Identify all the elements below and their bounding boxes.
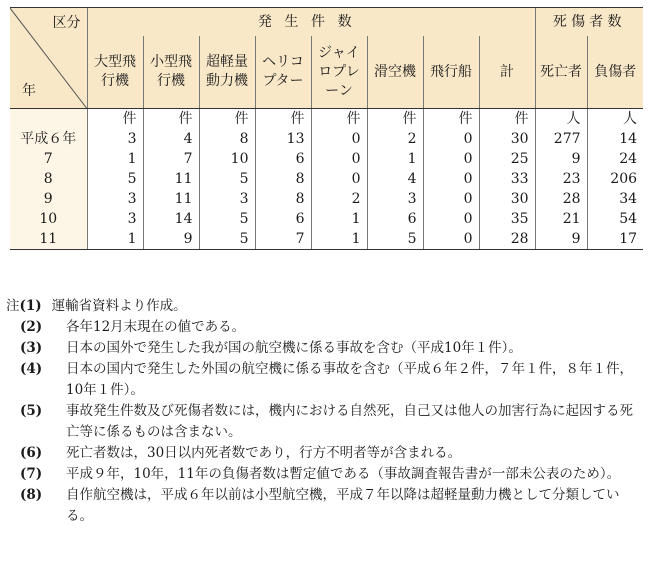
year-cell: 10 — [10, 209, 87, 229]
aviation-accident-table — [10, 7, 643, 250]
value-cell: 277 — [535, 129, 587, 149]
footnote-text: 自作航空機は，平成６年以前は小型航空機，平成７年以降は超軽量動力機として分類している。 — [66, 487, 620, 524]
value-cell: 11 — [143, 169, 199, 189]
footnote-marker — [6, 443, 56, 464]
value-cell: 9 — [535, 229, 587, 250]
year-cell: 7 — [10, 149, 87, 169]
group-header-casualties: 死傷者数 — [535, 8, 643, 37]
column-header: 飛行船 — [423, 36, 479, 109]
value-cell: 5 — [367, 229, 423, 250]
footnote-number: (8) — [20, 487, 43, 503]
footnote-marker — [6, 401, 56, 443]
value-cell: 5 — [199, 229, 255, 250]
value-cell: 0 — [423, 129, 479, 149]
value-cell: 6 — [255, 149, 311, 169]
table-row — [10, 149, 643, 169]
table-row — [10, 169, 643, 189]
value-cell: 5 — [199, 169, 255, 189]
value-cell: 4 — [143, 129, 199, 149]
value-cell: 30 — [479, 189, 535, 209]
footnote-text: 日本の国内で発生した外国の航空機に係る事故を含む（平成６年２件，７年１件，８年１件，10年１件）。 — [66, 361, 633, 398]
value-cell: 3 — [199, 189, 255, 209]
value-cell: 0 — [423, 169, 479, 189]
value-cell: 2 — [311, 189, 367, 209]
value-cell: 3 — [367, 189, 423, 209]
value-cell: 6 — [255, 209, 311, 229]
corner-label-year: 年 — [22, 83, 36, 99]
value-cell: 8 — [255, 169, 311, 189]
value-cell: 54 — [587, 209, 643, 229]
value-cell: 8 — [199, 129, 255, 149]
value-cell: 3 — [87, 129, 143, 149]
footnote-item — [6, 338, 646, 359]
footnotes — [6, 296, 646, 527]
footnote-marker — [6, 485, 56, 527]
column-header: 計 — [479, 36, 535, 109]
footnote-number: (2) — [20, 319, 43, 335]
footnote-item — [6, 485, 646, 527]
footnote-marker — [6, 338, 56, 359]
value-cell: 1 — [311, 229, 367, 250]
value-cell: 4 — [367, 169, 423, 189]
value-cell: 5 — [199, 209, 255, 229]
value-cell: 23 — [535, 169, 587, 189]
value-cell: 13 — [255, 129, 311, 149]
value-cell: 6 — [367, 209, 423, 229]
corner-label-category: 区分 — [52, 15, 81, 31]
footnote-item — [6, 443, 646, 464]
footnote-number: (6) — [20, 445, 43, 461]
value-cell: 10 — [199, 149, 255, 169]
footnote-text: 死亡者数は，30日以内死者数であり，行方不明者等が含まれる。 — [66, 445, 462, 461]
unit-cell: 件 — [199, 109, 255, 130]
column-header: 滑空機 — [367, 36, 423, 109]
year-cell: 平成６年 — [10, 129, 87, 149]
value-cell: 3 — [87, 189, 143, 209]
value-cell: 33 — [479, 169, 535, 189]
group-header-incidents: 発生件数 — [87, 8, 535, 37]
value-cell: 25 — [479, 149, 535, 169]
value-cell: 3 — [87, 209, 143, 229]
unit-cell: 件 — [87, 109, 143, 130]
footnote-item — [6, 401, 646, 443]
column-header: 大型飛 行機 — [87, 36, 143, 109]
footnote-item — [6, 464, 646, 485]
column-header: 負傷者 — [587, 36, 643, 109]
value-cell: 1 — [311, 209, 367, 229]
year-cell-empty — [10, 109, 87, 130]
value-cell: 0 — [423, 209, 479, 229]
year-cell: 9 — [10, 189, 87, 209]
value-cell: 1 — [87, 229, 143, 250]
footnote-text: 運輸省資料より作成。 — [51, 298, 187, 314]
value-cell: 0 — [311, 169, 367, 189]
value-cell: 9 — [535, 149, 587, 169]
value-cell: 5 — [87, 169, 143, 189]
footnote-number: (7) — [20, 466, 43, 482]
unit-cell: 件 — [311, 109, 367, 130]
table-row — [10, 129, 643, 149]
footnote-text: 平成９年，10年，11年の負傷者数は暫定値である（事故調査報告書が一部未公表のため）。 — [66, 466, 621, 482]
footnote-prefix: 注 — [6, 298, 20, 314]
value-cell: 7 — [143, 149, 199, 169]
value-cell: 21 — [535, 209, 587, 229]
footnote-marker — [6, 296, 42, 317]
value-cell: 24 — [587, 149, 643, 169]
footnote-item — [6, 317, 646, 338]
value-cell: 2 — [367, 129, 423, 149]
footnote-item — [6, 296, 646, 317]
year-cell: 8 — [10, 169, 87, 189]
value-cell: 0 — [423, 229, 479, 250]
value-cell: 7 — [255, 229, 311, 250]
unit-cell: 件 — [423, 109, 479, 130]
year-cell: 11 — [10, 229, 87, 250]
value-cell: 11 — [143, 189, 199, 209]
value-cell: 0 — [311, 129, 367, 149]
value-cell: 1 — [87, 149, 143, 169]
corner-header-cell — [10, 8, 87, 109]
value-cell: 35 — [479, 209, 535, 229]
value-cell: 28 — [535, 189, 587, 209]
column-header: 死亡者 — [535, 36, 587, 109]
footnote-number: (3) — [20, 340, 43, 356]
unit-cell: 件 — [479, 109, 535, 130]
value-cell: 0 — [311, 149, 367, 169]
value-cell: 9 — [143, 229, 199, 250]
unit-cell: 件 — [143, 109, 199, 130]
value-cell: 0 — [423, 189, 479, 209]
value-cell: 14 — [587, 129, 643, 149]
value-cell: 17 — [587, 229, 643, 250]
unit-cell: 件 — [255, 109, 311, 130]
footnote-text: 事故発生件数及び死傷者数には，機内における自然死，自己又は他人の加害行為に起因する死亡等に係るものは含まない。 — [66, 403, 633, 440]
value-cell: 206 — [587, 169, 643, 189]
value-cell: 30 — [479, 129, 535, 149]
value-cell: 8 — [255, 189, 311, 209]
value-cell: 34 — [587, 189, 643, 209]
unit-row — [10, 109, 643, 130]
column-header: ジャイ ロプレ ーン — [311, 36, 367, 109]
column-header: ヘリコ プター — [255, 36, 311, 109]
footnote-marker — [6, 317, 56, 338]
footnote-number: (5) — [20, 403, 43, 419]
table-row — [10, 209, 643, 229]
table-row — [10, 229, 643, 250]
footnote-marker — [6, 464, 56, 485]
footnote-text: 各年12月末現在の値である。 — [66, 319, 246, 335]
footnote-item — [6, 359, 646, 401]
footnote-number: (4) — [20, 361, 43, 377]
value-cell: 14 — [143, 209, 199, 229]
footnote-marker — [6, 359, 56, 401]
footnote-text: 日本の国外で発生した我が国の航空機に係る事故を含む（平成10年１件）。 — [66, 340, 522, 356]
footnote-number: (1) — [19, 298, 42, 314]
value-cell: 0 — [423, 149, 479, 169]
value-cell: 1 — [367, 149, 423, 169]
unit-cell: 件 — [367, 109, 423, 130]
unit-cell: 人 — [535, 109, 587, 130]
unit-cell: 人 — [587, 109, 643, 130]
table-row — [10, 189, 643, 209]
value-cell: 28 — [479, 229, 535, 250]
column-header: 超軽量 動力機 — [199, 36, 255, 109]
column-header: 小型飛 行機 — [143, 36, 199, 109]
